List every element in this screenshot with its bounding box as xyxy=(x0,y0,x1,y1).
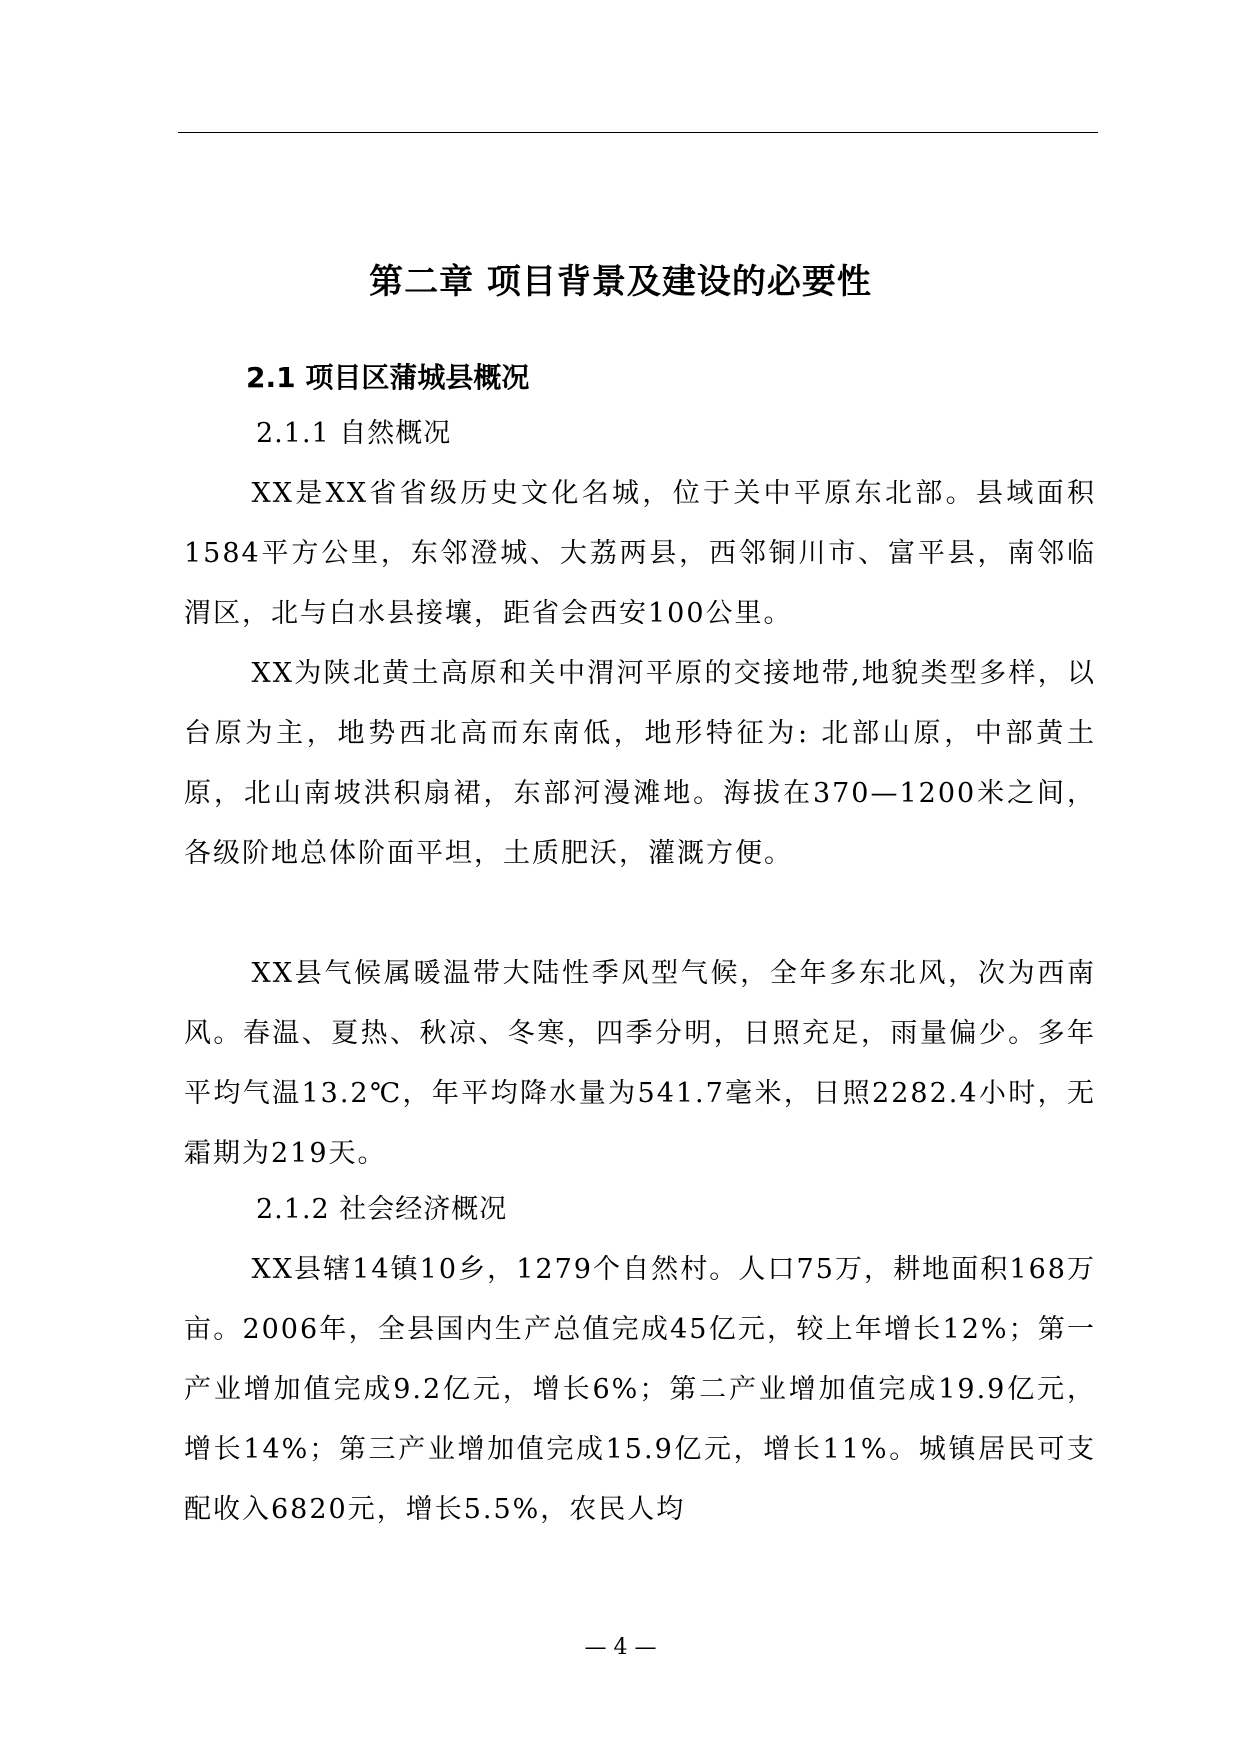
subsection-title-economy: 2.1.2 社会经济概况 xyxy=(256,1194,508,1225)
chapter-title: 第二章 项目背景及建设的必要性 xyxy=(369,262,872,302)
paragraph-economy: XX县辖14镇10乡，1279个自然村。人口75万，耕地面积168万亩。2006年，全县国内生产总值完成45亿元，较上年增长12%；第一产业增加值完成9.2亿元，增长6%；第二产业增加值完成19.9亿元，增长14%；第三产业增加值完成15.9亿元，增长11%。城镇居民可支配收入6820元，增长5.5%，农民人均 xyxy=(184,1254,1096,1525)
paragraph-landform: XX为陕北黄土高原和关中渭河平原的交接地带,地貌类型多样，以台原为主，地势西北高而东南低，地形特征为: 北部山原，中部黄土原，北山南坡洪积扇裙，东部河漫滩地。海拔在370—1200米之间，各级阶地总体阶面平坦，土质肥沃，灌溉方便。 xyxy=(184,658,1096,869)
paragraph-location: XX是XX省省级历史文化名城，位于关中平原东北部。县域面积1584平方公里，东邻澄城、大荔两县，西邻铜川市、富平县，南邻临渭区，北与白水县接壤，距省会西安100公里。 xyxy=(184,478,1096,629)
section-title: 2.1 项目区蒲城县概况 xyxy=(246,361,530,394)
page-number: — 4 — xyxy=(584,1635,657,1660)
header-rule xyxy=(178,132,1098,133)
subsection-title-natural: 2.1.1 自然概况 xyxy=(256,418,452,449)
paragraph-climate: XX县气候属暖温带大陆性季风型气候，全年多东北风，次为西南风。春温、夏热、秋凉、冬寒，四季分明，日照充足，雨量偏少。多年平均气温13.2℃，年平均降水量为541.7毫米，日照2282.4小时，无霜期为219天。 xyxy=(184,958,1096,1169)
